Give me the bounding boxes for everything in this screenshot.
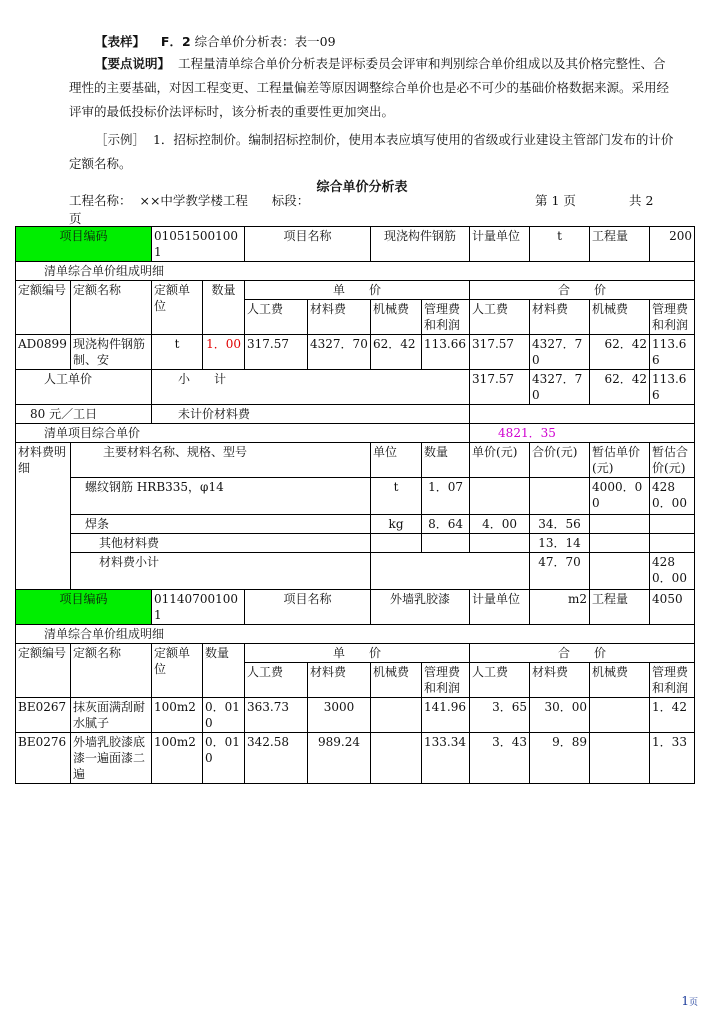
labor-cost: 342.58 bbox=[245, 733, 308, 784]
explain-paragraph bbox=[69, 52, 675, 124]
material-detail-label: 材料费明细 bbox=[16, 443, 71, 590]
detail-label: 清单综合单价组成明细 bbox=[16, 625, 695, 644]
page-suffix: 页 bbox=[69, 211, 82, 226]
labor-cost: 363.73 bbox=[245, 698, 308, 733]
est-total-header: 暂估合价(元) bbox=[650, 443, 695, 478]
material-header: 材料费 bbox=[308, 663, 371, 698]
material-header: 材料费 bbox=[308, 300, 371, 335]
labor-price-label: 人工单价 bbox=[16, 370, 152, 405]
quota-unit: 100m2 bbox=[152, 733, 203, 784]
total-machine bbox=[590, 698, 650, 733]
subtotal-mgmt: 113.66 bbox=[650, 370, 695, 405]
project-info bbox=[69, 192, 669, 228]
mgmt-cost: 133.34 bbox=[422, 733, 470, 784]
machine-header: 机械费 bbox=[590, 300, 650, 335]
item-header-row bbox=[16, 590, 695, 625]
table-title: 综合单价分析表 bbox=[316, 180, 408, 195]
est-price bbox=[590, 515, 650, 534]
material-unit: kg bbox=[371, 515, 422, 534]
unit-label: 计量单位 bbox=[470, 227, 530, 262]
page-label: 第 1 页 bbox=[535, 193, 576, 208]
mat-subtotal-value: 47．70 bbox=[530, 553, 590, 590]
mat-total-header: 合价(元) bbox=[530, 443, 590, 478]
section-label: 标段： bbox=[271, 193, 310, 208]
subtotal-label: 小 计 bbox=[152, 370, 470, 405]
total-material: 30．00 bbox=[530, 698, 590, 733]
unit-value: t bbox=[530, 227, 590, 262]
material-cost: 989.24 bbox=[308, 733, 371, 784]
labor-header: 人工费 bbox=[245, 300, 308, 335]
subtotal-labor: 317.57 bbox=[470, 370, 530, 405]
material-name: 焊条 bbox=[71, 515, 371, 534]
material-total: 34．56 bbox=[530, 515, 590, 534]
quantity-value: 200 bbox=[650, 227, 695, 262]
machine-cost bbox=[371, 733, 422, 784]
unit-value: m2 bbox=[530, 590, 590, 625]
table-row bbox=[16, 698, 695, 733]
unit-price-label: 单 价 bbox=[245, 644, 470, 663]
explain-text: 工程量清单综合单价分析表是评标委员会评审和判别综合单价组成以及其价格完整性、合理性的主要基础，对因工程变更、工程量偏差等原因调整综合单价也是必不可少的基础价格数据来源。采用经评审的最低投标价法评标时，该分析表的重要性更加突出。 bbox=[69, 56, 670, 119]
quota-unit-label: 定额单位 bbox=[152, 644, 203, 698]
item-name-label: 项目名称 bbox=[245, 590, 371, 625]
table-row bbox=[16, 478, 695, 515]
total-machine bbox=[590, 733, 650, 784]
quota-name-label: 定额名称 bbox=[71, 281, 152, 335]
labor-rate: 80 元／工日 bbox=[16, 405, 152, 424]
item-unit-price-value: 4821．35 bbox=[470, 424, 695, 443]
quota-unit: 100m2 bbox=[152, 698, 203, 733]
item-header-row bbox=[16, 227, 695, 262]
form-heading bbox=[95, 32, 336, 50]
quota-qty: 0．010 bbox=[203, 733, 245, 784]
example-paragraph bbox=[69, 128, 675, 176]
mat-name-header: 主要材料名称、规格、型号 bbox=[71, 443, 371, 478]
item-unit-price-label: 清单项目综合单价 bbox=[16, 424, 470, 443]
total-material: 4327．70 bbox=[530, 335, 590, 370]
labor-cost: 317.57 bbox=[245, 335, 308, 370]
other-mat-value: 13．14 bbox=[530, 534, 590, 553]
mat-qty-header: 数量 bbox=[422, 443, 470, 478]
total-machine: 62．42 bbox=[590, 335, 650, 370]
mat-subtotal-est: 4280．00 bbox=[650, 553, 695, 590]
quota-no: BE0276 bbox=[16, 733, 71, 784]
material-qty: 1．07 bbox=[422, 478, 470, 515]
page-number bbox=[681, 994, 698, 1008]
item-name-value: 现浇构件钢筋 bbox=[371, 227, 470, 262]
mgmt-header: 管理费和利润 bbox=[422, 300, 470, 335]
quantity-label: 工程量 bbox=[590, 227, 650, 262]
item-code-label: 项目编码 bbox=[16, 227, 152, 262]
material-total bbox=[530, 478, 590, 515]
quota-unit-label: 定额单位 bbox=[152, 281, 203, 335]
est-price-header: 暂估单价(元) bbox=[590, 443, 650, 478]
quota-no-label: 定额编号 bbox=[16, 281, 71, 335]
quota-name: 现浇构件钢筋制、安 bbox=[71, 335, 152, 370]
item-code-value: 010515001001 bbox=[152, 227, 245, 262]
quota-qty: 1．00 bbox=[203, 335, 245, 370]
material-price bbox=[470, 478, 530, 515]
total-price-label: 合 价 bbox=[470, 281, 695, 300]
machine-header: 机械费 bbox=[371, 663, 422, 698]
est-price: 4000．00 bbox=[590, 478, 650, 515]
machine-header: 机械费 bbox=[371, 300, 422, 335]
unit-price-label: 单 价 bbox=[245, 281, 470, 300]
material-header: 材料费 bbox=[530, 663, 590, 698]
table-row bbox=[16, 515, 695, 534]
detail-label: 清单综合单价组成明细 bbox=[16, 262, 695, 281]
quota-name: 外墙乳胶漆底漆一遍面漆二遍 bbox=[71, 733, 152, 784]
material-cost: 3000 bbox=[308, 698, 371, 733]
est-total bbox=[650, 515, 695, 534]
total-pages-label: 共 2 bbox=[629, 193, 654, 208]
labor-header: 人工费 bbox=[245, 663, 308, 698]
unpriced-label: 未计价材料费 bbox=[152, 405, 470, 424]
mat-price-header: 单价(元) bbox=[470, 443, 530, 478]
mgmt-header: 管理费和利润 bbox=[650, 300, 695, 335]
example-tag: ［示例］ bbox=[95, 132, 146, 147]
item-name-value: 外墙乳胶漆 bbox=[371, 590, 470, 625]
mat-unit-header: 单位 bbox=[371, 443, 422, 478]
mat-subtotal-label: 材料费小计 bbox=[71, 553, 371, 590]
item-name-label: 项目名称 bbox=[245, 227, 371, 262]
total-material: 9．89 bbox=[530, 733, 590, 784]
material-name: 螺纹钢筋 HRB335，φ14 bbox=[71, 478, 371, 515]
total-mgmt: 1．33 bbox=[650, 733, 695, 784]
example-text: 1．招标控制价。编制招标控制价，使用本表应填写使用的省级或行业建设主管部门发布的计价定额名称。 bbox=[69, 132, 674, 171]
machine-cost: 62．42 bbox=[371, 335, 422, 370]
subtotal-material: 4327．70 bbox=[530, 370, 590, 405]
quota-qty: 0．010 bbox=[203, 698, 245, 733]
quantity-label: 工程量 bbox=[590, 590, 650, 625]
quota-no-label: 定额编号 bbox=[16, 644, 71, 698]
page-number-value: 1 bbox=[681, 994, 689, 1008]
project-label: 工程名称： bbox=[69, 193, 132, 208]
labor-header: 人工费 bbox=[470, 663, 530, 698]
total-price-label: 合 价 bbox=[470, 644, 695, 663]
total-labor: 317.57 bbox=[470, 335, 530, 370]
quota-name-label: 定额名称 bbox=[71, 644, 152, 698]
form-description: 综合单价分析表：表一09 bbox=[194, 34, 336, 49]
explain-tag: 【要点说明】 bbox=[95, 56, 171, 71]
qty-label: 数量 bbox=[203, 644, 245, 698]
quota-no: BE0267 bbox=[16, 698, 71, 733]
material-header: 材料费 bbox=[530, 300, 590, 335]
material-unit: t bbox=[371, 478, 422, 515]
total-labor: 3．65 bbox=[470, 698, 530, 733]
mgmt-cost: 141.96 bbox=[422, 698, 470, 733]
labor-header: 人工费 bbox=[470, 300, 530, 335]
table-row bbox=[16, 335, 695, 370]
unit-label: 计量单位 bbox=[470, 590, 530, 625]
quantity-value: 4050 bbox=[650, 590, 695, 625]
est-total: 4280．00 bbox=[650, 478, 695, 515]
total-labor: 3．43 bbox=[470, 733, 530, 784]
item-code-value: 011407001001 bbox=[152, 590, 245, 625]
unit-price-analysis-table bbox=[15, 226, 695, 784]
quota-unit: t bbox=[152, 335, 203, 370]
material-cost: 4327．70 bbox=[308, 335, 371, 370]
form-number: F．2 bbox=[160, 34, 191, 49]
mgmt-header: 管理费和利润 bbox=[422, 663, 470, 698]
total-mgmt: 1．42 bbox=[650, 698, 695, 733]
material-price: 4．00 bbox=[470, 515, 530, 534]
material-qty: 8．64 bbox=[422, 515, 470, 534]
quota-no: AD0899 bbox=[16, 335, 71, 370]
machine-header: 机械费 bbox=[590, 663, 650, 698]
project-name: ××中学教学楼工程 bbox=[139, 193, 248, 208]
item-code-label: 项目编码 bbox=[16, 590, 152, 625]
machine-cost bbox=[371, 698, 422, 733]
other-mat-label: 其他材料费 bbox=[71, 534, 371, 553]
mgmt-cost: 113.66 bbox=[422, 335, 470, 370]
total-mgmt: 113.66 bbox=[650, 335, 695, 370]
form-tag: 【表样】 bbox=[95, 34, 146, 49]
subtotal-machine: 62．42 bbox=[590, 370, 650, 405]
page-unit: 页 bbox=[688, 998, 698, 1008]
table-row bbox=[16, 733, 695, 784]
quota-name: 抹灰面满刮耐水腻子 bbox=[71, 698, 152, 733]
qty-label: 数量 bbox=[203, 281, 245, 335]
mgmt-header: 管理费和利润 bbox=[650, 663, 695, 698]
